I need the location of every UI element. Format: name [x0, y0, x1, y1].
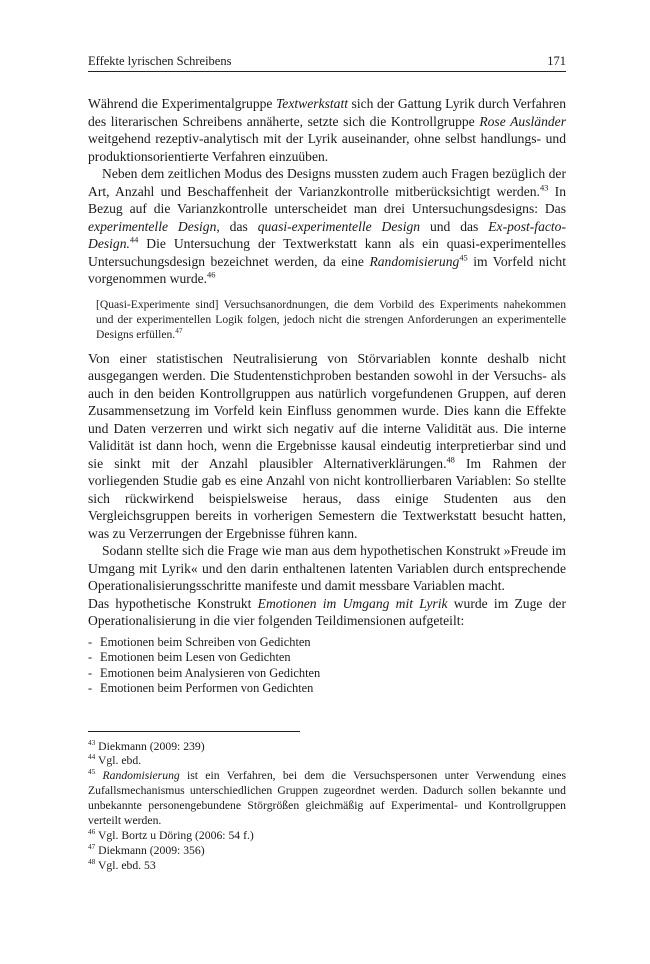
list-item	[88, 666, 566, 682]
text-run: Das hypothetische Konstrukt	[88, 595, 258, 611]
text-run: Vgl. ebd. 53	[95, 858, 156, 872]
emphasis: Rose Ausländer	[479, 113, 566, 129]
text-run: Die Untersuchung der Textwerkstatt kann als ein quasi-experimentelles Untersuchungsdesign bezeichnet werden, da eine	[88, 236, 566, 269]
text-run: Neben dem zeitlichen Modus des Designs mussten zudem auch Fragen bezüglich der Art, Anzahl und Beschaffenheit der Varianzkontrolle mitberücksichtigt werden.	[88, 166, 566, 199]
footnote	[88, 859, 566, 874]
list-item-text: Emotionen beim Schreiben von Gedichten	[100, 634, 311, 649]
text-run: , das	[216, 218, 258, 234]
text-run: Diekmann (2009: 239)	[95, 739, 205, 753]
text-run: Diekmann (2009: 356)	[95, 843, 205, 857]
footnote	[88, 844, 566, 859]
text-run: Sodann stellte sich die Frage wie man aus dem hypothetischen Konstrukt »Freude im Umgang mit Lyrik« und den darin enthaltenen latenten Variablen durch entsprechende Operationalisierungsschritte manifeste und damit messbare Variablen macht.	[88, 543, 566, 593]
paragraph	[88, 350, 566, 543]
footnotes	[88, 740, 566, 874]
list-dash: -	[88, 634, 93, 649]
footnote-ref: 43	[539, 181, 549, 192]
emphasis: experimentelle Design	[88, 218, 217, 234]
footnote	[88, 769, 566, 829]
book-page	[88, 54, 566, 874]
footnote-number: 47	[88, 842, 96, 851]
footnote-ref: 46	[207, 269, 216, 280]
footnote-number: 46	[88, 828, 96, 837]
list-dash: -	[88, 665, 93, 680]
text-run: Während die Experimentalgruppe	[88, 96, 276, 111]
footnote-text	[95, 829, 254, 842]
footnote-number: 43	[88, 738, 96, 747]
footnote-number: 45	[88, 768, 96, 777]
footnote	[88, 754, 566, 769]
footnote	[88, 829, 566, 844]
footnote-text	[95, 859, 156, 872]
list-item-text: Emotionen beim Analysieren von Gedichten	[100, 665, 321, 680]
footnote-ref: 47	[175, 326, 183, 335]
paragraph	[88, 95, 566, 165]
text-run	[95, 769, 102, 782]
footnote-separator	[88, 731, 300, 732]
text-run: weitgehend rezeptiv-analytisch mit der Lyrik auseinander, ohne selbst handlungs- und produktionsorientierte Verfahren einzuüben.	[88, 131, 566, 164]
text-run: Im Rahmen der vorliegenden Studie gab es eine Anzahl von nicht kontrollierbaren Variablen: So stellte sich rückwirkend beispielsweise heraus, dass einige Studenten aus den Vergleichsgruppen bereits in vorherigen Semestern die Textwerkstatt besucht hatten, was zu Verzerrungen der Ergebnisse führen kann.	[88, 455, 566, 541]
footnote	[88, 740, 566, 755]
list-item-text: Emotionen beim Lesen von Gedichten	[100, 650, 291, 664]
running-header	[88, 54, 566, 72]
list-dash: -	[88, 681, 93, 695]
footnote-ref: 45	[459, 251, 468, 262]
footnote-number: 44	[88, 753, 96, 762]
footnote-number: 48	[88, 857, 96, 866]
text-run: Vgl. Bortz u Döring (2006: 54 f.)	[95, 828, 254, 842]
footnote-text	[88, 769, 566, 827]
list-item	[88, 650, 566, 666]
paragraph	[88, 165, 566, 288]
page-number: 171	[547, 54, 566, 68]
emphasis: Textwerkstatt	[276, 96, 348, 111]
text-run: ist ein Verfahren, bei dem die Versuchspersonen unter Verwendung eines Zufallsmechanismus unterschiedlichen Gruppen zugeordnet werden. Dadurch sollen bekannte und unbekannte personengebundene Störgrößen gleichmäßig auf Experimental- und Kontrollgruppen verteilt werden.	[88, 769, 567, 828]
list-item	[88, 681, 566, 697]
footnote-text	[95, 754, 141, 767]
text-run: wurde im Zuge der Operationalisierung in die vier folgenden Teildimensionen aufgeteilt:	[88, 595, 566, 628]
footnote-text	[95, 844, 204, 857]
list-item	[88, 635, 566, 651]
text-run: sich der Gattung Lyrik durch Verfahren des literarischen Schreibens annäherte, setzte sich die Kontrollgruppe	[88, 96, 566, 129]
paragraph	[88, 542, 566, 595]
text-run: und das	[420, 218, 489, 234]
main-text	[88, 95, 566, 697]
running-title: Effekte lyrischen Schreibens	[88, 54, 232, 68]
emphasis: Emotionen im Umgang mit Lyrik	[257, 595, 448, 611]
text-run: Vgl. ebd.	[95, 754, 142, 768]
emphasis: Ex-post-facto-Design.	[88, 218, 566, 251]
emphasis: Randomisierung	[102, 769, 180, 783]
footnote-ref: 44	[129, 234, 139, 245]
emphasis: quasi-experimentelle Design	[257, 218, 421, 234]
text-run: [Quasi-Experimente sind] Versuchsanordnungen, die dem Vorbild des Experiments nahekommen und der experimentellen Logik folgen, jedoch nicht die strengen Anforderungen an experimentelle Designs erfüllen.	[96, 297, 566, 341]
footnote-ref: 48	[446, 453, 455, 464]
paragraph	[88, 595, 566, 630]
text-run: Von einer statistischen Neutralisierung von Störvariablen konnte deshalb nicht ausgegangen werden. Die Studentenstichproben bestanden sowohl in der Versuchs- als auch in den beiden Kontrollgruppen aus natürlich vorgefundenen Gruppen, auf deren Zusammensetzung im Vorfeld kein Einfluss genommen wurde. Dies kann die Effekte und Daten verzerren und wirkt sich negativ auf die interne Validität aus. Die interne Validität ist dann hoch, wenn die Ergebnisse kausal eindeutig interpretierbar sind und sie sinkt mit der Anzahl plausibler Alternativerklärungen.	[88, 350, 566, 471]
block-quote	[96, 297, 566, 342]
emphasis: Randomisierung	[369, 253, 460, 269]
list-item-text: Emotionen beim Performen von Gedichten	[100, 681, 314, 695]
text-run: In Bezug auf die Varianzkontrolle unterscheidet man drei Untersuchungsdesigns: Das	[88, 183, 566, 216]
list-dash: -	[88, 650, 93, 664]
footnote-text	[95, 740, 204, 753]
text-run: im Vorfeld nicht vorgenommen wurde.	[88, 253, 566, 286]
dimension-list	[88, 635, 566, 697]
